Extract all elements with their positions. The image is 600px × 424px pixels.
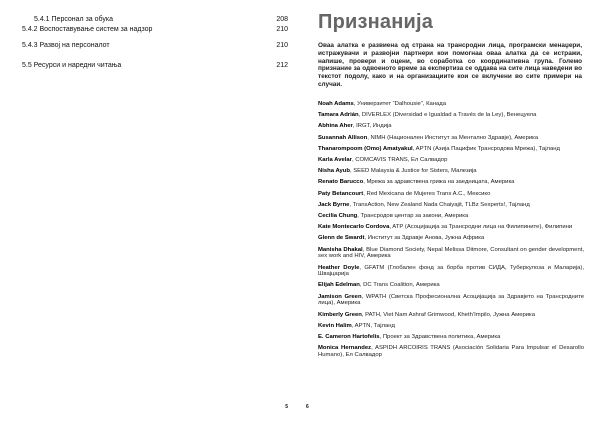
toc-entry[interactable] bbox=[22, 61, 288, 70]
acknowledgement-detail: , Мрежа за здравствена грижа на заедницата, Америка bbox=[363, 179, 515, 186]
toc-entry-page: 210 bbox=[276, 26, 288, 33]
acknowledgement-name: Renato Barucco bbox=[318, 179, 364, 186]
acknowledgements-list bbox=[318, 101, 584, 363]
acknowledgement-detail: , IRGT, Индија bbox=[352, 123, 392, 130]
acknowledgement-item bbox=[318, 294, 584, 307]
right-page bbox=[300, 0, 600, 424]
acknowledgement-detail: , Проект за Здравствена политика, Америка bbox=[379, 333, 501, 340]
acknowledgement-item bbox=[318, 312, 584, 319]
toc-entry-label: 5.4.2 Воспоставување систем за надзор bbox=[22, 26, 153, 33]
acknowledgement-name: Abhina Aher bbox=[318, 123, 353, 130]
acknowledgement-detail: , ASPIDH ARCOIRIS TRANS (Asociación Solidaria Para Impulsar el Desarollo Humano), Ел Салвадор bbox=[318, 345, 584, 358]
toc-entry-label: 5.4.3 Развој на персоналот bbox=[22, 42, 110, 49]
toc-entry-page: 210 bbox=[276, 42, 288, 49]
acknowledgement-item bbox=[318, 168, 584, 175]
acknowledgement-name: Jack Byrne bbox=[318, 201, 350, 208]
intro-paragraph: Оваа алатка е развиена од страна на трансродни лица, програмски менаџери, истражувачи и развојни партнери кои помогнаа оваа алатка да се истражи, напише, провери и оцени, во соработка со координативна група. Големо признание за одвоеното време за експертиза се оддава на сите лица наведени во текстот подолу, какo и на организациите кои се вклучени во сите примери на случаи. bbox=[318, 42, 582, 88]
acknowledgement-detail: , APTN, Тајланд bbox=[351, 322, 395, 329]
acknowledgement-name: Karla Avelar bbox=[318, 157, 352, 164]
acknowledgement-item bbox=[318, 135, 584, 142]
acknowledgement-name: Kate Montecarlo Cordova bbox=[318, 224, 390, 231]
acknowledgement-name: Cecilia Chung bbox=[318, 213, 358, 220]
right-page-number: 6 bbox=[306, 404, 309, 410]
acknowledgement-item bbox=[318, 247, 584, 260]
acknowledgement-item bbox=[318, 101, 584, 108]
acknowledgement-detail: , Red Mexicana de Mujeres Trans A.C., Мексико bbox=[363, 190, 491, 197]
acknowledgement-detail: , DIVERLEX (Diversidad e Igualdad a Través de la Ley), Венецуела bbox=[358, 112, 537, 119]
acknowledgement-detail: , NIMH (Национален Институт за Ментално Здравје), Америка bbox=[367, 134, 539, 141]
acknowledgement-name: Noah Adams bbox=[318, 101, 354, 107]
toc-entry-label: 5.4.1 Персонал за обука bbox=[34, 16, 113, 23]
acknowledgement-item bbox=[318, 224, 584, 231]
acknowledgement-item bbox=[318, 345, 584, 358]
acknowledgement-name: Nisha Ayub bbox=[318, 168, 350, 175]
toc-entry[interactable] bbox=[22, 41, 288, 50]
acknowledgement-detail: , Blue Diamond Society, Nepal Melissa Ditmore, Consultant on gender development, sex work and HIV, Америка bbox=[318, 246, 584, 260]
toc-entry[interactable] bbox=[22, 15, 288, 24]
acknowledgement-name: Monica Hernandez bbox=[318, 345, 372, 352]
acknowledgement-name: Jamison Green bbox=[318, 293, 362, 300]
acknowledgement-item bbox=[318, 323, 584, 330]
toc-entry-label: 5.5 Ресурси и наредни читања bbox=[22, 62, 122, 69]
toc-entry-page: 212 bbox=[276, 62, 288, 69]
acknowledgement-detail: , PATH, Viet Nam Ashraf Grimwood, Kheth’Impilo, Јужна Америка bbox=[361, 311, 536, 318]
left-page-number: 5 bbox=[285, 404, 288, 410]
acknowledgement-item bbox=[318, 112, 584, 119]
acknowledgement-name: Glenn de Swardt bbox=[318, 235, 365, 242]
acknowledgement-name: Thanarompoom (Omo) Amatyakul bbox=[318, 145, 413, 152]
acknowledgement-detail: , GFATM (Глобален фонд за борба против СИДА, Туберкулоза и Маларија), Швајцарија bbox=[318, 264, 584, 278]
acknowledgement-name: Kevin Halim bbox=[318, 322, 352, 329]
acknowledgement-item bbox=[318, 282, 584, 289]
acknowledgement-detail: , Универзитет “Dalhousie”, Канада bbox=[353, 101, 447, 107]
acknowledgement-detail: , SEED Malaysia & Justice for Sisters, Малезија bbox=[349, 168, 477, 175]
acknowledgement-name: Susannah Allison bbox=[318, 134, 368, 141]
page-title: Признанија bbox=[318, 11, 434, 33]
acknowledgement-item bbox=[318, 146, 584, 153]
acknowledgement-detail: , COMCAVIS TRANS, Ел Салвадор bbox=[351, 157, 448, 164]
acknowledgement-item bbox=[318, 179, 584, 186]
acknowledgement-detail: , ATP (Асоцијација за Трансродни лица на Филипините), Филипини bbox=[389, 224, 573, 231]
acknowledgement-detail: , Институт за Здравје Анова, Јужна Африка bbox=[364, 235, 485, 242]
acknowledgement-item bbox=[318, 191, 584, 198]
acknowledgement-name: Manisha Dhakal bbox=[318, 246, 363, 253]
acknowledgement-detail: , TransAction, New Zealand Nada Chaiyajit, TLBz Sexperts!, Тајланд bbox=[349, 201, 530, 208]
acknowledgement-detail: , WPATH (Светска Професионална Асоцијација за Здравјето на Трансродните лица), Америка bbox=[318, 293, 585, 307]
acknowledgement-item bbox=[318, 157, 584, 164]
acknowledgement-name: Tamara Adrián bbox=[318, 112, 359, 119]
toc-entry-page: 208 bbox=[276, 16, 288, 23]
acknowledgement-name: E. Cameron Hartofelis bbox=[318, 333, 380, 340]
acknowledgement-detail: , Трансродов центар за закони, Америка bbox=[357, 213, 469, 220]
acknowledgement-item bbox=[318, 123, 584, 130]
table-of-contents bbox=[22, 15, 288, 71]
acknowledgement-name: Paty Betancourt bbox=[318, 190, 364, 197]
acknowledgement-item bbox=[318, 213, 584, 220]
acknowledgement-item bbox=[318, 202, 584, 209]
acknowledgement-name: Heather Doyle bbox=[318, 264, 360, 271]
acknowledgement-name: Kimberly Green bbox=[318, 311, 362, 318]
acknowledgement-item bbox=[318, 334, 584, 341]
acknowledgement-detail: , APTN (Азија Пацифик Трансродова Мрежа), Тајланд bbox=[412, 145, 560, 152]
acknowledgement-item bbox=[318, 265, 584, 278]
acknowledgement-detail: , DC Trans Coalition, Америка bbox=[359, 282, 440, 289]
toc-entry[interactable] bbox=[22, 25, 288, 34]
acknowledgement-name: Elijah Edelman bbox=[318, 282, 360, 289]
acknowledgement-item bbox=[318, 235, 584, 242]
